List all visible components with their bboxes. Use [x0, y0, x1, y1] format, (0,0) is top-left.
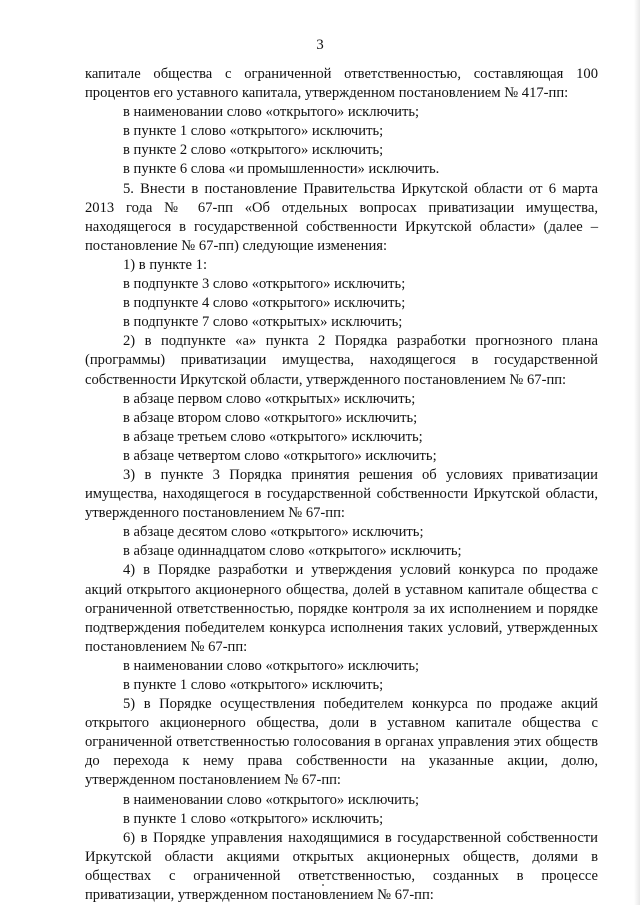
paragraph: капитале общества с ограниченной ответственностью, составляющая 100 процентов его уставного капитала, утвержденном постановлением № 417-пп:	[85, 66, 598, 102]
paragraph: в абзаце втором слово «открытого» исключить;	[123, 409, 418, 426]
paragraph: в абзаце четвертом слово «открытого» исключить;	[123, 447, 437, 464]
page-number: 3	[316, 37, 324, 53]
scan-edge-shadow	[634, 0, 640, 905]
paragraph: в наименовании слово «открытого» исключить;	[123, 104, 420, 121]
paragraph: в абзаце одиннадцатом слово «открытого» исключить;	[123, 543, 462, 560]
paragraph: в пункте 2 слово «открытого» исключить;	[123, 142, 384, 159]
paragraph: в абзаце первом слово «открытых» исключить;	[123, 390, 416, 407]
paragraph: в наименовании слово «открытого» исключить;	[123, 791, 420, 808]
paragraph: в пункте 6 слова «и промышленности» исключить.	[123, 161, 440, 178]
paragraph: в пункте 1 слово «открытого» исключить;	[123, 123, 384, 140]
paragraph: в пункте 1 слово «открытого» исключить;	[123, 810, 384, 827]
paragraph: в абзаце десятом слово «открытого» исключить;	[123, 524, 424, 541]
paragraph: 4) в Порядке разработки и утверждения условий конкурса по продаже акций открытого акционерного общества, долей в уставном капитале общества с ограниченной ответственностью, порядке контроля за их исполнением и порядке подтверждения победителем конкурса исполнения таких условий, утвержденных постановлением № 67-пп:	[85, 562, 598, 655]
document-body	[85, 65, 598, 905]
paragraph: в абзаце третьем слово «открытого» исключить;	[123, 428, 423, 445]
paragraph: 2) в подпункте «а» пункта 2 Порядка разработки прогнозного плана (программы) приватизации имущества, находящегося в государственной собственности Иркутской области, утвержденного постановлением № 67-пп:	[85, 333, 598, 388]
paragraph: 5. Внести в постановление Правительства Иркутской области от 6 марта 2013 года № 67-пп «Об отдельных вопросах приватизации имущества, находящегося в государственной собственности Иркутской области» (далее – постановление № 67-пп) следующие изменения:	[85, 180, 598, 254]
paragraph: в наименовании слово «открытого» исключить;	[123, 657, 420, 674]
paragraph: в пункте 1 слово «открытого» исключить;	[123, 677, 384, 693]
paragraph: 3) в пункте 3 Порядка принятия решения об условиях приватизации имущества, находящегося в государственной собственности Иркутской области, утвержденного постановлением № 67-пп:	[85, 466, 598, 522]
paragraph: в подпункте 3 слово «открытого» исключить;	[123, 276, 406, 293]
paragraph: 6) в Порядке управления находящимися в государственной собственности Иркутской области акциями открытых акционерных обществ, долями в обществах с ограниченной ответственностью, созданных в процессе приватизации, утвержденном постановлением № 67-пп:	[85, 829, 598, 904]
paragraph: 5) в Порядке осуществления победителем конкурса по продаже акций открытого акционерного общества, доли в уставном капитале общества с ограниченной ответственностью голосования в органах управления этих обществ до перехода к нему права собственности на указанные акции, долю, утвержденном постановлением № 67-пп:	[85, 696, 598, 789]
paragraph: 1) в пункте 1:	[123, 256, 208, 273]
paragraph: в подпункте 7 слово «открытых» исключить;	[123, 314, 403, 331]
paragraph: в подпункте 4 слово «открытого» исключить;	[123, 295, 406, 312]
scan-speck	[322, 884, 324, 886]
